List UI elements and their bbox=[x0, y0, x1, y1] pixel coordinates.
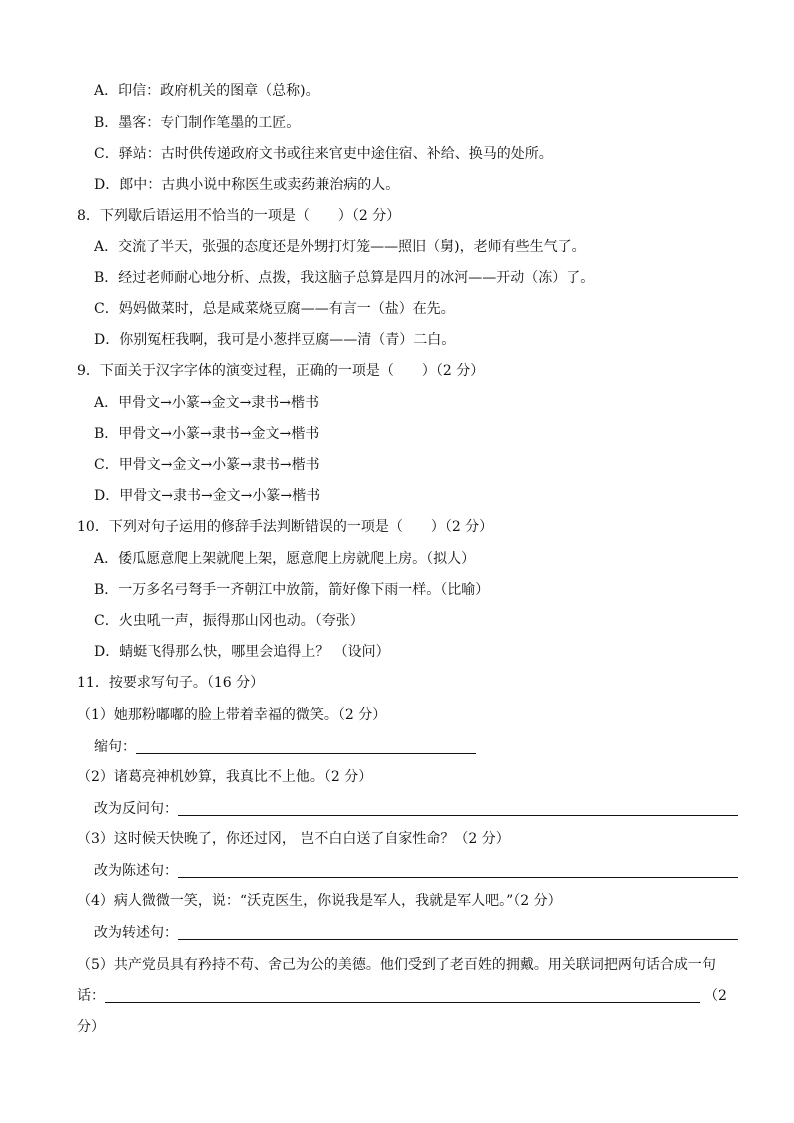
option-text: C．火虫吼一声，振得那山冈也动。（夸张） bbox=[94, 613, 364, 629]
option-text: D．蜻蜓飞得那么快，哪里会追得上？ （设问） bbox=[94, 644, 390, 660]
question-11-stem: 11．按要求写句子。（16 分） bbox=[77, 675, 265, 691]
option-text: C．驿站：古时供传递政府文书或往来官吏中途住宿、补给、换马的处所。 bbox=[94, 146, 553, 162]
sub-question-4: （4）病人微微一笑，说：“沃克医生，你说我是军人，我就是军人吧。”（2 分） bbox=[77, 893, 562, 909]
option-text: A．交流了半天，张强的态度还是外甥打灯笼——照旧（舅)，老师有些生气了。 bbox=[94, 239, 586, 255]
question-9-stem: 9．下面关于汉字字体的演变过程，正确的一项是（ ）（2 分） bbox=[77, 363, 485, 379]
answer-label: 改为转述句： bbox=[94, 925, 178, 941]
answer-label: 缩句： bbox=[94, 739, 136, 755]
answer-blank[interactable] bbox=[178, 801, 738, 816]
question-8-stem: 8．下列歇后语运用不恰当的一项是（ ）（2 分） bbox=[77, 208, 401, 224]
answer-label: 话： bbox=[77, 988, 105, 1004]
score-label: 分） bbox=[77, 1019, 105, 1035]
option-text: C．甲骨文→金文→小篆→隶书→楷书 bbox=[94, 457, 320, 473]
sub-question-1: （1）她那粉嘟嘟的脸上带着幸福的微笑。（2 分） bbox=[77, 707, 387, 723]
answer-row-5 bbox=[77, 986, 700, 1006]
option-text: D．甲骨文→隶书→金文→小篆→楷书 bbox=[94, 488, 321, 504]
option-text: A．甲骨文→小篆→金文→隶书→楷书 bbox=[94, 395, 320, 411]
option-text: C．妈妈做菜时，总是咸菜烧豆腐——有言一（盐）在先。 bbox=[94, 301, 455, 317]
answer-label: 改为反问句： bbox=[94, 801, 178, 817]
option-text: D．你别冤枉我啊，我可是小葱拌豆腐——清（青）二白。 bbox=[94, 332, 456, 348]
score-label: （2 bbox=[704, 988, 727, 1004]
answer-blank[interactable] bbox=[178, 863, 738, 878]
answer-row-1 bbox=[94, 737, 476, 757]
answer-label: 改为陈述句： bbox=[94, 863, 178, 879]
answer-row-3 bbox=[94, 861, 738, 881]
option-text: B．一万多名弓弩手一齐朝江中放箭，箭好像下雨一样。（比喻） bbox=[94, 582, 490, 598]
option-text: B．甲骨文→小篆→隶书→金文→楷书 bbox=[94, 426, 320, 442]
sub-question-2: （2）诸葛亮神机妙算，我真比不上他。（2 分） bbox=[77, 769, 373, 785]
option-text: B．经过老师耐心地分析、点拨，我这脑子总算是四月的冰河——开动（冻）了。 bbox=[94, 270, 595, 286]
question-10-stem: 10．下列对句子运用的修辞手法判断错误的一项是（ ）（2 分） bbox=[77, 519, 494, 535]
answer-row-2 bbox=[94, 799, 738, 819]
option-text: A．印信：政府机关的图章（总称)。 bbox=[94, 83, 320, 99]
answer-blank[interactable] bbox=[178, 925, 738, 940]
answer-blank[interactable] bbox=[105, 988, 700, 1003]
option-text: D．郎中：古典小说中称医生或卖药兼治病的人。 bbox=[94, 177, 400, 193]
sub-question-3: （3）这时候天快晚了，你还过冈， 岂不白白送了自家性命？（2 分） bbox=[77, 831, 510, 847]
option-text: A．倭瓜愿意爬上架就爬上架，愿意爬上房就爬上房。（拟人） bbox=[94, 551, 476, 567]
answer-blank[interactable] bbox=[136, 739, 476, 754]
answer-row-4 bbox=[94, 923, 738, 943]
sub-question-5: （5）共产党员具有矜持不苟、舍己为公的美德。他们受到了老百姓的拥戴。用关联词把两句话合成一句 bbox=[77, 957, 716, 973]
option-text: B．墨客：专门制作笔墨的工匠。 bbox=[94, 115, 301, 131]
